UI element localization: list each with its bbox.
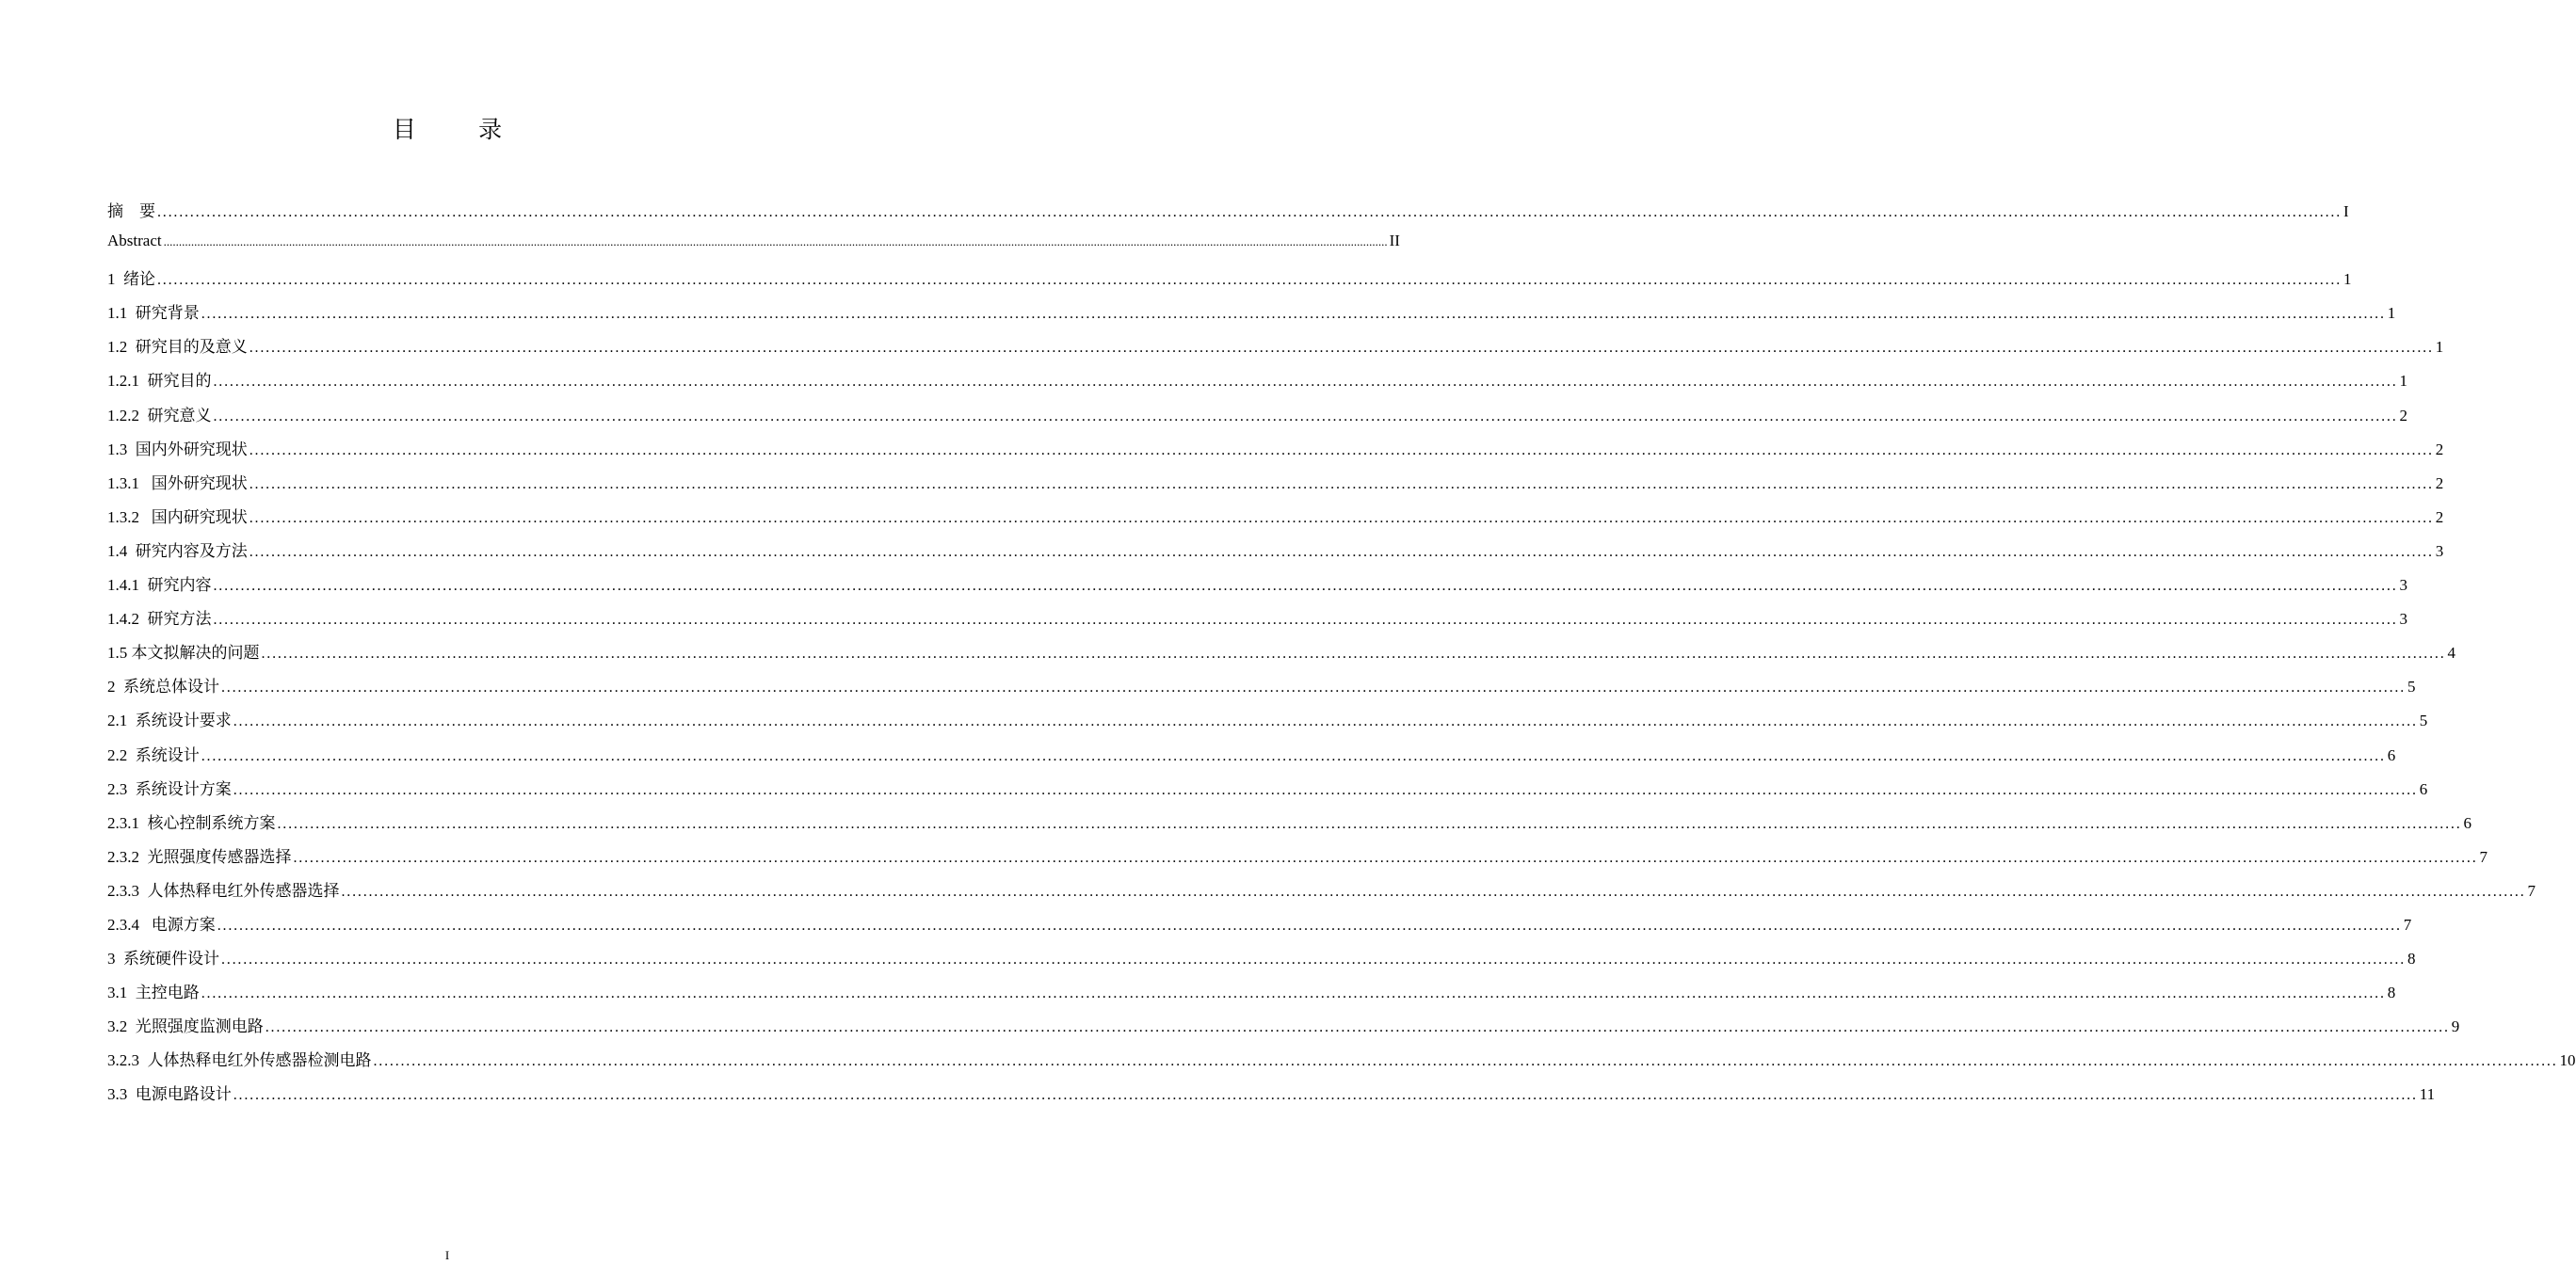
toc-entry[interactable] [107,571,2407,605]
toc-entry-page: 5 [2419,712,2428,730]
toc-entry-label: 1.4.2 研究方法 [107,610,212,629]
toc-dot-leader: ................................................................................................................................................................................................................................................................................................................................................................................................................ [217,917,2402,934]
toc-entry-label: 摘 要 [107,202,155,220]
toc-entry[interactable] [107,1047,2576,1081]
toc-entry-page: 1 [2387,304,2396,323]
toc-entry-label: 3.2.3 人体热释电红外传感器检测电路 [107,1051,372,1070]
toc-dot-leader: ................................................................................................................................................................................................................................................................................................................................................................................................................ [201,747,2386,764]
toc-entry[interactable] [107,979,2396,1013]
toc-entry-label: 1 绪论 [107,270,155,289]
toc-entry[interactable] [107,436,2444,470]
toc-dot-leader: ................................................................................................................................................................................................................................................................................................................................................................................................................ [249,441,2434,458]
toc-dot-leader: ................................................................................................................................................................................................................................................................................................................................................................................................................ [293,849,2478,866]
toc-dot-leader: ................................................................................................................................................................................................................................................................................................................................................................................................................ [201,306,2386,323]
toc-entry-page: 6 [2387,745,2396,764]
toc-entry-page: 3 [2399,610,2407,629]
toc-entry[interactable] [107,470,2444,504]
toc-entry-label: 2.3.1 核心控制系统方案 [107,813,276,832]
toc-entry-page: 2 [2399,406,2407,424]
toc-entry-label: Abstract [107,232,162,250]
toc-dot-leader: ................................................................................................................................................................................................................................................................................................................................................................................................................ [163,234,1388,249]
toc-entry[interactable] [107,1013,2460,1047]
toc-dot-leader: ................................................................................................................................................................................................................................................................................................................................................................................................................ [221,680,2406,697]
toc-entry-label: 1.3.2 国内研究现状 [107,507,248,526]
toc-entry-page: 8 [2407,950,2416,969]
toc-entry-label: 1.2.1 研究目的 [107,372,212,391]
toc-entry-label: 2.1 系统设计要求 [107,712,232,730]
toc-entry-label: 1.1 研究背景 [107,304,200,323]
toc-entry-page: 1 [2343,270,2352,289]
toc-entry-page: 11 [2419,1085,2436,1104]
toc-entry-page: 6 [2419,779,2428,798]
toc-entry-page: 7 [2479,847,2487,866]
toc-entry-label: 1.2.2 研究意义 [107,406,212,424]
toc-entry-page: 2 [2435,507,2444,526]
toc-entry-label: 2.2 系统设计 [107,745,200,764]
toc-entry[interactable] [107,299,2396,333]
toc-entry-page: 1 [2435,338,2444,357]
toc-entry-label: 3.1 主控电路 [107,984,200,1002]
toc-entry-page: I [2343,202,2349,220]
toc-entry-label: 2.3.3 人体热释电红外传感器选择 [107,881,340,900]
toc-entry-label: 3 系统硬件设计 [107,950,219,969]
toc-entry[interactable] [107,945,2416,979]
toc-entry-page: 7 [2403,915,2412,934]
toc-entry-page: 3 [2399,576,2407,595]
toc-entry[interactable] [107,605,2407,639]
toc-entry-label: 1.4.1 研究内容 [107,576,212,595]
toc-entry-page: 2 [2435,473,2444,492]
toc-entry[interactable] [107,639,2455,673]
toc-entry[interactable] [107,232,1400,265]
toc-entry[interactable] [107,843,2487,877]
toc-entry[interactable] [107,877,2536,911]
toc-dot-leader: ................................................................................................................................................................................................................................................................................................................................................................................................................ [213,578,2398,595]
toc-entry-label: 2.3 系统设计方案 [107,779,232,798]
toc-entry-label: 1.5 本文拟解决的问题 [107,644,260,663]
toc-entry-label: 1.3 国内外研究现状 [107,440,248,458]
toc-dot-leader: ................................................................................................................................................................................................................................................................................................................................................................................................................ [221,952,2406,969]
toc-dot-leader: ................................................................................................................................................................................................................................................................................................................................................................................................................ [249,543,2434,560]
toc-dot-leader: ................................................................................................................................................................................................................................................................................................................................................................................................................ [157,272,2342,289]
toc-entry[interactable] [107,537,2444,571]
toc-dot-leader: ................................................................................................................................................................................................................................................................................................................................................................................................................ [249,509,2434,526]
toc-dot-leader: ................................................................................................................................................................................................................................................................................................................................................................................................................ [249,340,2434,357]
toc-entry[interactable] [107,911,2412,945]
toc-entry-label: 2.3.2 光照强度传感器选择 [107,847,292,866]
toc-entry[interactable] [107,333,2444,367]
toc-entry[interactable] [107,367,2407,401]
toc-entry-label: 1.4 研究内容及方法 [107,541,248,560]
toc-dot-leader: ................................................................................................................................................................................................................................................................................................................................................................................................................ [277,815,2462,832]
toc-entry[interactable] [107,707,2428,741]
toc-entry-page: 7 [2527,881,2536,900]
toc-dot-leader: ................................................................................................................................................................................................................................................................................................................................................................................................................ [157,204,2342,220]
toc-dot-leader: ................................................................................................................................................................................................................................................................................................................................................................................................................ [249,475,2434,492]
toc-entry-page: II [1389,232,1400,250]
toc-dot-leader: ................................................................................................................................................................................................................................................................................................................................................................................................................ [213,374,2398,391]
page-number-footer: I [444,1248,450,1262]
toc-entry-label: 2 系统总体设计 [107,678,219,697]
toc-entry-label: 3.2 光照强度监测电路 [107,1017,264,1036]
toc-dot-leader: ................................................................................................................................................................................................................................................................................................................................................................................................................ [261,646,2446,663]
toc-entry[interactable] [107,265,2352,299]
toc-entry-label: 1.2 研究目的及意义 [107,338,248,357]
toc-entry[interactable] [107,402,2407,436]
table-of-contents [107,198,2576,1115]
toc-dot-leader: ................................................................................................................................................................................................................................................................................................................................................................................................................ [233,781,2418,798]
toc-entry[interactable] [107,776,2428,809]
toc-entry-label: 1.3.1 国外研究现状 [107,473,248,492]
toc-entry[interactable] [107,809,2471,843]
toc-dot-leader: ................................................................................................................................................................................................................................................................................................................................................................................................................ [233,1087,2418,1104]
toc-entry-label: 3.3 电源电路设计 [107,1085,232,1104]
toc-entry[interactable] [107,742,2396,776]
toc-entry-page: 6 [2463,813,2471,832]
toc-heading: 目 录 [392,118,531,143]
toc-dot-leader: ................................................................................................................................................................................................................................................................................................................................................................................................................ [341,883,2526,900]
toc-entry-page: 8 [2387,984,2396,1002]
toc-entry[interactable] [107,1081,2436,1114]
toc-entry[interactable] [107,198,2349,232]
toc-dot-leader: ................................................................................................................................................................................................................................................................................................................................................................................................................ [265,1019,2450,1036]
toc-dot-leader: ................................................................................................................................................................................................................................................................................................................................................................................................................ [213,408,2398,424]
toc-entry-page: 9 [2451,1017,2460,1036]
toc-entry-page: 4 [2447,644,2455,663]
toc-dot-leader: ................................................................................................................................................................................................................................................................................................................................................................................................................ [233,713,2418,730]
toc-entry-page: 2 [2435,440,2444,458]
toc-entry[interactable] [107,673,2416,707]
toc-entry[interactable] [107,504,2444,537]
toc-entry-page: 10 [2559,1051,2576,1070]
toc-entry-page: 5 [2407,678,2416,697]
toc-dot-leader: ................................................................................................................................................................................................................................................................................................................................................................................................................ [201,985,2386,1002]
toc-dot-leader: ................................................................................................................................................................................................................................................................................................................................................................................................................ [373,1053,2558,1070]
toc-entry-page: 3 [2435,541,2444,560]
toc-entry-label: 2.3.4 电源方案 [107,915,216,934]
toc-entry-page: 1 [2399,372,2407,391]
toc-dot-leader: ................................................................................................................................................................................................................................................................................................................................................................................................................ [213,612,2398,629]
